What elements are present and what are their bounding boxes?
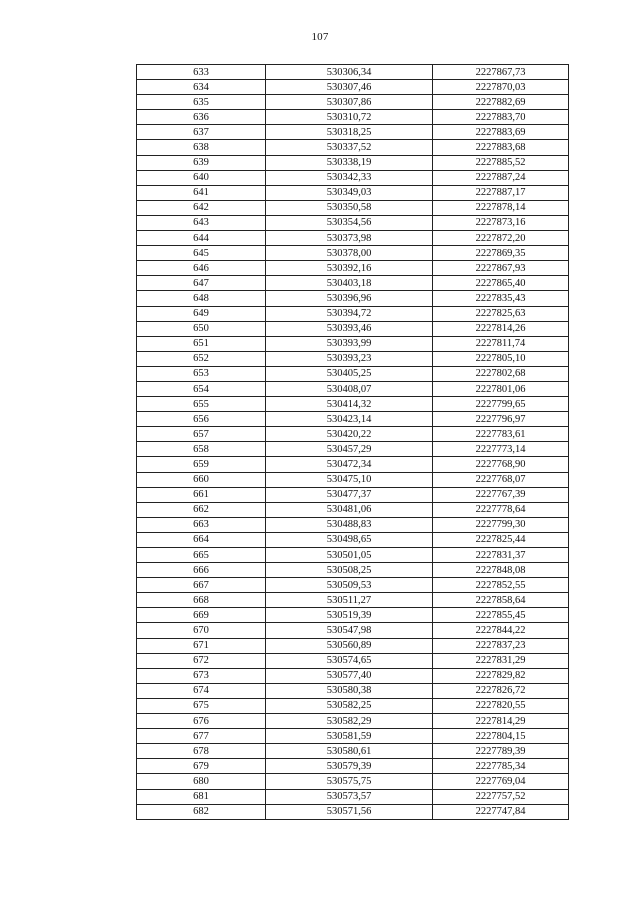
x-coordinate-cell: 530373,98 xyxy=(266,231,433,246)
y-coordinate-cell: 2227837,23 xyxy=(433,638,569,653)
y-coordinate-cell: 2227767,39 xyxy=(433,487,569,502)
point-number-cell: 656 xyxy=(137,412,266,427)
x-coordinate-cell: 530488,83 xyxy=(266,517,433,532)
table-row xyxy=(137,487,569,502)
y-coordinate-cell: 2227826,72 xyxy=(433,683,569,698)
x-coordinate-cell: 530342,33 xyxy=(266,170,433,185)
table-row xyxy=(137,774,569,789)
y-coordinate-cell: 2227873,16 xyxy=(433,215,569,230)
point-number-cell: 676 xyxy=(137,714,266,729)
y-coordinate-cell: 2227887,17 xyxy=(433,185,569,200)
table-row xyxy=(137,698,569,713)
x-coordinate-cell: 530477,37 xyxy=(266,487,433,502)
point-number-cell: 665 xyxy=(137,548,266,563)
table-row xyxy=(137,789,569,804)
table-row xyxy=(137,427,569,442)
y-coordinate-cell: 2227829,82 xyxy=(433,668,569,683)
x-coordinate-cell: 530560,89 xyxy=(266,638,433,653)
x-coordinate-cell: 530408,07 xyxy=(266,381,433,396)
x-coordinate-cell: 530579,39 xyxy=(266,759,433,774)
x-coordinate-cell: 530310,72 xyxy=(266,110,433,125)
y-coordinate-cell: 2227885,52 xyxy=(433,155,569,170)
table-row xyxy=(137,623,569,638)
table-row xyxy=(137,185,569,200)
x-coordinate-cell: 530475,10 xyxy=(266,472,433,487)
table-row xyxy=(137,276,569,291)
table-row xyxy=(137,668,569,683)
table-row xyxy=(137,457,569,472)
table-row xyxy=(137,155,569,170)
point-number-cell: 670 xyxy=(137,623,266,638)
point-number-cell: 658 xyxy=(137,442,266,457)
table-row xyxy=(137,381,569,396)
table-row xyxy=(137,548,569,563)
y-coordinate-cell: 2227825,44 xyxy=(433,532,569,547)
y-coordinate-cell: 2227869,35 xyxy=(433,246,569,261)
y-coordinate-cell: 2227870,03 xyxy=(433,80,569,95)
y-coordinate-cell: 2227872,20 xyxy=(433,231,569,246)
table-row xyxy=(137,714,569,729)
x-coordinate-cell: 530403,18 xyxy=(266,276,433,291)
point-number-cell: 635 xyxy=(137,95,266,110)
y-coordinate-cell: 2227852,55 xyxy=(433,578,569,593)
x-coordinate-cell: 530472,34 xyxy=(266,457,433,472)
y-coordinate-cell: 2227835,43 xyxy=(433,291,569,306)
x-coordinate-cell: 530509,53 xyxy=(266,578,433,593)
x-coordinate-cell: 530580,61 xyxy=(266,744,433,759)
table-row xyxy=(137,744,569,759)
x-coordinate-cell: 530393,46 xyxy=(266,321,433,336)
table-row xyxy=(137,321,569,336)
y-coordinate-cell: 2227799,65 xyxy=(433,397,569,412)
x-coordinate-cell: 530508,25 xyxy=(266,563,433,578)
x-coordinate-cell: 530581,59 xyxy=(266,729,433,744)
y-coordinate-cell: 2227825,63 xyxy=(433,306,569,321)
point-number-cell: 637 xyxy=(137,125,266,140)
table-row xyxy=(137,261,569,276)
table-row xyxy=(137,532,569,547)
point-number-cell: 661 xyxy=(137,487,266,502)
table-row xyxy=(137,200,569,215)
x-coordinate-cell: 530307,46 xyxy=(266,80,433,95)
y-coordinate-cell: 2227768,90 xyxy=(433,457,569,472)
x-coordinate-cell: 530350,58 xyxy=(266,200,433,215)
x-coordinate-cell: 530349,03 xyxy=(266,185,433,200)
point-number-cell: 642 xyxy=(137,200,266,215)
table-row xyxy=(137,231,569,246)
point-number-cell: 668 xyxy=(137,593,266,608)
y-coordinate-cell: 2227831,29 xyxy=(433,653,569,668)
table-row xyxy=(137,140,569,155)
x-coordinate-cell: 530337,52 xyxy=(266,140,433,155)
x-coordinate-cell: 530307,86 xyxy=(266,95,433,110)
table-row xyxy=(137,683,569,698)
x-coordinate-cell: 530318,25 xyxy=(266,125,433,140)
y-coordinate-cell: 2227805,10 xyxy=(433,351,569,366)
x-coordinate-cell: 530423,14 xyxy=(266,412,433,427)
x-coordinate-cell: 530420,22 xyxy=(266,427,433,442)
table-row xyxy=(137,95,569,110)
x-coordinate-cell: 530394,72 xyxy=(266,306,433,321)
point-number-cell: 653 xyxy=(137,366,266,381)
y-coordinate-cell: 2227773,14 xyxy=(433,442,569,457)
y-coordinate-cell: 2227855,45 xyxy=(433,608,569,623)
point-number-cell: 669 xyxy=(137,608,266,623)
y-coordinate-cell: 2227878,14 xyxy=(433,200,569,215)
point-number-cell: 664 xyxy=(137,532,266,547)
table-row xyxy=(137,65,569,80)
point-number-cell: 674 xyxy=(137,683,266,698)
point-number-cell: 655 xyxy=(137,397,266,412)
table-row xyxy=(137,366,569,381)
x-coordinate-cell: 530481,06 xyxy=(266,502,433,517)
x-coordinate-cell: 530393,23 xyxy=(266,351,433,366)
point-number-cell: 681 xyxy=(137,789,266,804)
y-coordinate-cell: 2227883,69 xyxy=(433,125,569,140)
table-row xyxy=(137,351,569,366)
y-coordinate-cell: 2227814,29 xyxy=(433,714,569,729)
table-row xyxy=(137,412,569,427)
table-row xyxy=(137,215,569,230)
x-coordinate-cell: 530378,00 xyxy=(266,246,433,261)
y-coordinate-cell: 2227769,04 xyxy=(433,774,569,789)
y-coordinate-cell: 2227801,06 xyxy=(433,381,569,396)
table-row xyxy=(137,125,569,140)
y-coordinate-cell: 2227785,34 xyxy=(433,759,569,774)
point-number-cell: 657 xyxy=(137,427,266,442)
point-number-cell: 662 xyxy=(137,502,266,517)
point-number-cell: 638 xyxy=(137,140,266,155)
point-number-cell: 660 xyxy=(137,472,266,487)
x-coordinate-cell: 530519,39 xyxy=(266,608,433,623)
point-number-cell: 649 xyxy=(137,306,266,321)
point-number-cell: 636 xyxy=(137,110,266,125)
table-row xyxy=(137,517,569,532)
point-number-cell: 639 xyxy=(137,155,266,170)
y-coordinate-cell: 2227811,74 xyxy=(433,336,569,351)
point-number-cell: 648 xyxy=(137,291,266,306)
point-number-cell: 673 xyxy=(137,668,266,683)
table-row xyxy=(137,578,569,593)
x-coordinate-cell: 530577,40 xyxy=(266,668,433,683)
table-row xyxy=(137,306,569,321)
table-row xyxy=(137,472,569,487)
y-coordinate-cell: 2227796,97 xyxy=(433,412,569,427)
table-row xyxy=(137,759,569,774)
table-row xyxy=(137,110,569,125)
x-coordinate-cell: 530501,05 xyxy=(266,548,433,563)
x-coordinate-cell: 530574,65 xyxy=(266,653,433,668)
y-coordinate-cell: 2227831,37 xyxy=(433,548,569,563)
y-coordinate-cell: 2227883,68 xyxy=(433,140,569,155)
point-number-cell: 650 xyxy=(137,321,266,336)
x-coordinate-cell: 530338,19 xyxy=(266,155,433,170)
point-number-cell: 679 xyxy=(137,759,266,774)
point-number-cell: 672 xyxy=(137,653,266,668)
table-row xyxy=(137,397,569,412)
table-row xyxy=(137,608,569,623)
x-coordinate-cell: 530582,25 xyxy=(266,698,433,713)
coordinates-table xyxy=(136,64,569,820)
y-coordinate-cell: 2227820,55 xyxy=(433,698,569,713)
point-number-cell: 652 xyxy=(137,351,266,366)
table-row xyxy=(137,563,569,578)
x-coordinate-cell: 530582,29 xyxy=(266,714,433,729)
point-number-cell: 680 xyxy=(137,774,266,789)
point-number-cell: 659 xyxy=(137,457,266,472)
y-coordinate-cell: 2227848,08 xyxy=(433,563,569,578)
point-number-cell: 671 xyxy=(137,638,266,653)
table-row xyxy=(137,638,569,653)
x-coordinate-cell: 530573,57 xyxy=(266,789,433,804)
point-number-cell: 634 xyxy=(137,80,266,95)
table-row xyxy=(137,729,569,744)
point-number-cell: 667 xyxy=(137,578,266,593)
point-number-cell: 666 xyxy=(137,563,266,578)
y-coordinate-cell: 2227865,40 xyxy=(433,276,569,291)
y-coordinate-cell: 2227814,26 xyxy=(433,321,569,336)
point-number-cell: 641 xyxy=(137,185,266,200)
point-number-cell: 682 xyxy=(137,804,266,819)
y-coordinate-cell: 2227867,73 xyxy=(433,65,569,80)
point-number-cell: 647 xyxy=(137,276,266,291)
y-coordinate-cell: 2227783,61 xyxy=(433,427,569,442)
x-coordinate-cell: 530547,98 xyxy=(266,623,433,638)
point-number-cell: 645 xyxy=(137,246,266,261)
table-row xyxy=(137,442,569,457)
y-coordinate-cell: 2227858,64 xyxy=(433,593,569,608)
y-coordinate-cell: 2227768,07 xyxy=(433,472,569,487)
table-row xyxy=(137,336,569,351)
x-coordinate-cell: 530414,32 xyxy=(266,397,433,412)
page-number: 107 xyxy=(311,31,329,43)
y-coordinate-cell: 2227882,69 xyxy=(433,95,569,110)
y-coordinate-cell: 2227799,30 xyxy=(433,517,569,532)
x-coordinate-cell: 530354,56 xyxy=(266,215,433,230)
table-row xyxy=(137,593,569,608)
point-number-cell: 678 xyxy=(137,744,266,759)
point-number-cell: 643 xyxy=(137,215,266,230)
y-coordinate-cell: 2227778,64 xyxy=(433,502,569,517)
point-number-cell: 677 xyxy=(137,729,266,744)
y-coordinate-cell: 2227883,70 xyxy=(433,110,569,125)
x-coordinate-cell: 530511,27 xyxy=(266,593,433,608)
y-coordinate-cell: 2227802,68 xyxy=(433,366,569,381)
y-coordinate-cell: 2227747,84 xyxy=(433,804,569,819)
x-coordinate-cell: 530457,29 xyxy=(266,442,433,457)
y-coordinate-cell: 2227867,93 xyxy=(433,261,569,276)
table-row xyxy=(137,246,569,261)
x-coordinate-cell: 530405,25 xyxy=(266,366,433,381)
point-number-cell: 644 xyxy=(137,231,266,246)
point-number-cell: 633 xyxy=(137,65,266,80)
point-number-cell: 646 xyxy=(137,261,266,276)
table-row xyxy=(137,502,569,517)
point-number-cell: 663 xyxy=(137,517,266,532)
y-coordinate-cell: 2227789,39 xyxy=(433,744,569,759)
y-coordinate-cell: 2227887,24 xyxy=(433,170,569,185)
table-row xyxy=(137,653,569,668)
table-row xyxy=(137,291,569,306)
table-row xyxy=(137,80,569,95)
point-number-cell: 654 xyxy=(137,381,266,396)
x-coordinate-cell: 530392,16 xyxy=(266,261,433,276)
table-body xyxy=(137,65,569,820)
x-coordinate-cell: 530571,56 xyxy=(266,804,433,819)
x-coordinate-cell: 530396,96 xyxy=(266,291,433,306)
point-number-cell: 640 xyxy=(137,170,266,185)
x-coordinate-cell: 530393,99 xyxy=(266,336,433,351)
y-coordinate-cell: 2227804,15 xyxy=(433,729,569,744)
x-coordinate-cell: 530306,34 xyxy=(266,65,433,80)
y-coordinate-cell: 2227844,22 xyxy=(433,623,569,638)
y-coordinate-cell: 2227757,52 xyxy=(433,789,569,804)
x-coordinate-cell: 530580,38 xyxy=(266,683,433,698)
table-row xyxy=(137,170,569,185)
x-coordinate-cell: 530575,75 xyxy=(266,774,433,789)
point-number-cell: 651 xyxy=(137,336,266,351)
x-coordinate-cell: 530498,65 xyxy=(266,532,433,547)
table-row xyxy=(137,804,569,819)
point-number-cell: 675 xyxy=(137,698,266,713)
